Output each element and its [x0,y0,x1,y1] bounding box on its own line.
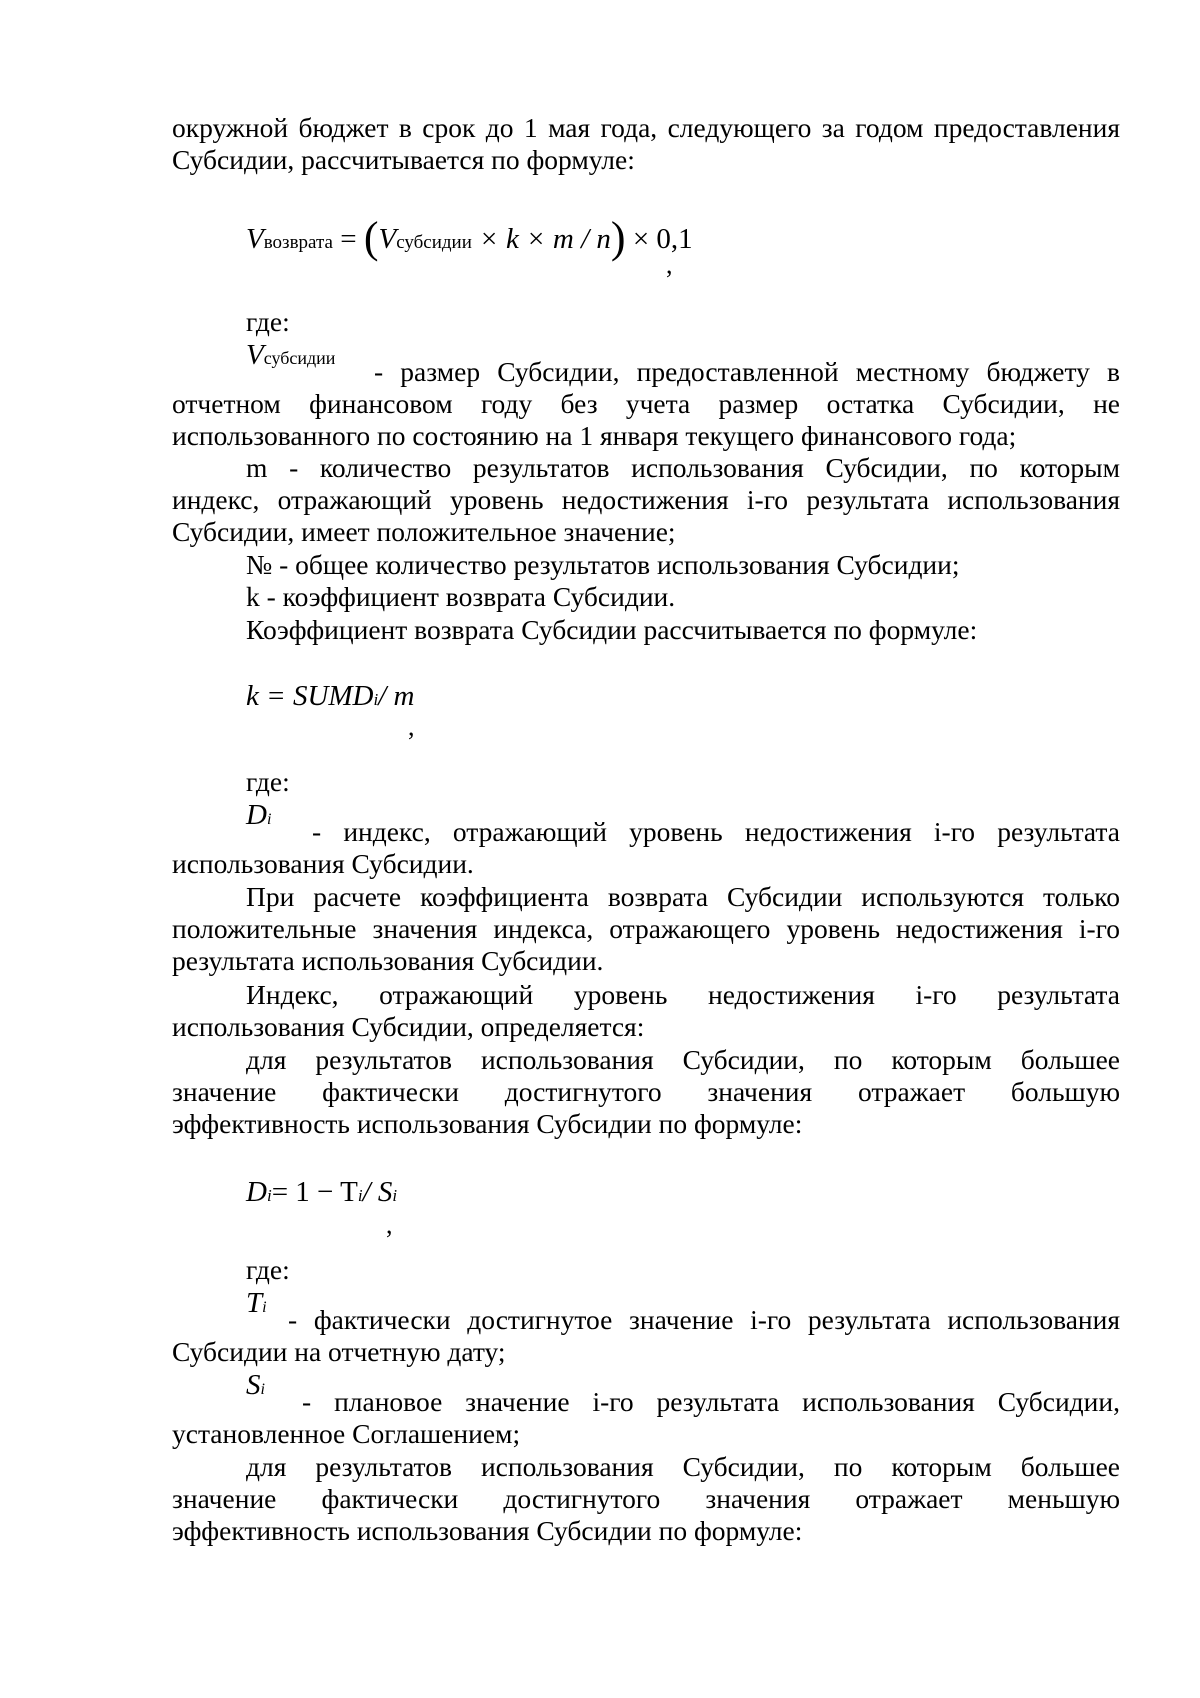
formula-comma: , [408,712,415,741]
formula-return-amount: Vвозврата = (Vсубсидии × k × m / n) × 0,1 [246,213,693,262]
text-line: k - коэффициент возврата Субсидии. [246,581,676,612]
text-line: использования Субсидии, определяется: [172,1011,645,1042]
text-line: использованного по состоянию на 1 января текущего финансового года; [172,420,1017,451]
variable-s-i: Si [246,1369,265,1401]
text-line: где: [246,1254,290,1285]
text-line: значение фактически достигнутого значения отражает меньшую [172,1483,1120,1514]
text-line: использования Субсидии. [172,848,474,879]
text-line: Индекс, отражающий уровень недостижения i-го результата [246,979,1120,1010]
text-line: m - количество результатов использования Субсидии, по которым [246,452,1120,483]
variable-v-subsidy: Vсубсидии [246,339,336,371]
text-line: установленное Соглашением; [172,1418,521,1449]
formula-return-coefficient: k = SUMDi/ m [246,680,415,712]
variable-t-i: Ti [246,1287,267,1319]
text-line: для результатов использования Субсидии, по которым большее [246,1044,1120,1075]
text-line: где: [246,766,290,797]
text-line: окружной бюджет в срок до 1 мая года, следующего за годом предоставления [172,112,1120,143]
text-line: № - общее количество результатов использования Субсидии; [246,549,960,580]
text-line: эффективность использования Субсидии по формуле: [172,1108,803,1139]
text-line: Субсидии, имеет положительное значение; [172,516,676,547]
text-line: Субсидии на отчетную дату; [172,1336,506,1367]
variable-d-i: Di [246,799,272,831]
text-line: При расчете коэффициента возврата Субсидии используются только [246,881,1120,912]
text-line: отчетном финансовом году без учета размер остатка Субсидии, не [172,388,1120,419]
text-line: эффективность использования Субсидии по формуле: [172,1515,803,1546]
formula-index-direct: Di= 1 − Ti/ Si [246,1176,398,1208]
text-line: где: [246,306,290,337]
text-line: - размер Субсидии, предоставленной местному бюджету в [374,356,1120,387]
text-line: - фактически достигнутое значение i-го результата использования [288,1304,1120,1335]
text-line: положительные значения индекса, отражающего уровень недостижения i-го [172,913,1120,944]
formula-comma: , [386,1210,393,1239]
text-line: Коэффициент возврата Субсидии рассчитывается по формуле: [246,614,978,645]
text-line: индекс, отражающий уровень недостижения i-го результата использования [172,484,1120,515]
text-line: - индекс, отражающий уровень недостижения i-го результата [312,816,1120,847]
text-line: для результатов использования Субсидии, по которым большее [246,1451,1120,1482]
text-line: Субсидии, рассчитывается по формуле: [172,144,635,175]
formula-comma: , [666,250,673,279]
text-line: значение фактически достигнутого значения отражает большую [172,1076,1120,1107]
text-line: - плановое значение i-го результата использования Субсидии, [302,1386,1120,1417]
text-line: результата использования Субсидии. [172,945,604,976]
